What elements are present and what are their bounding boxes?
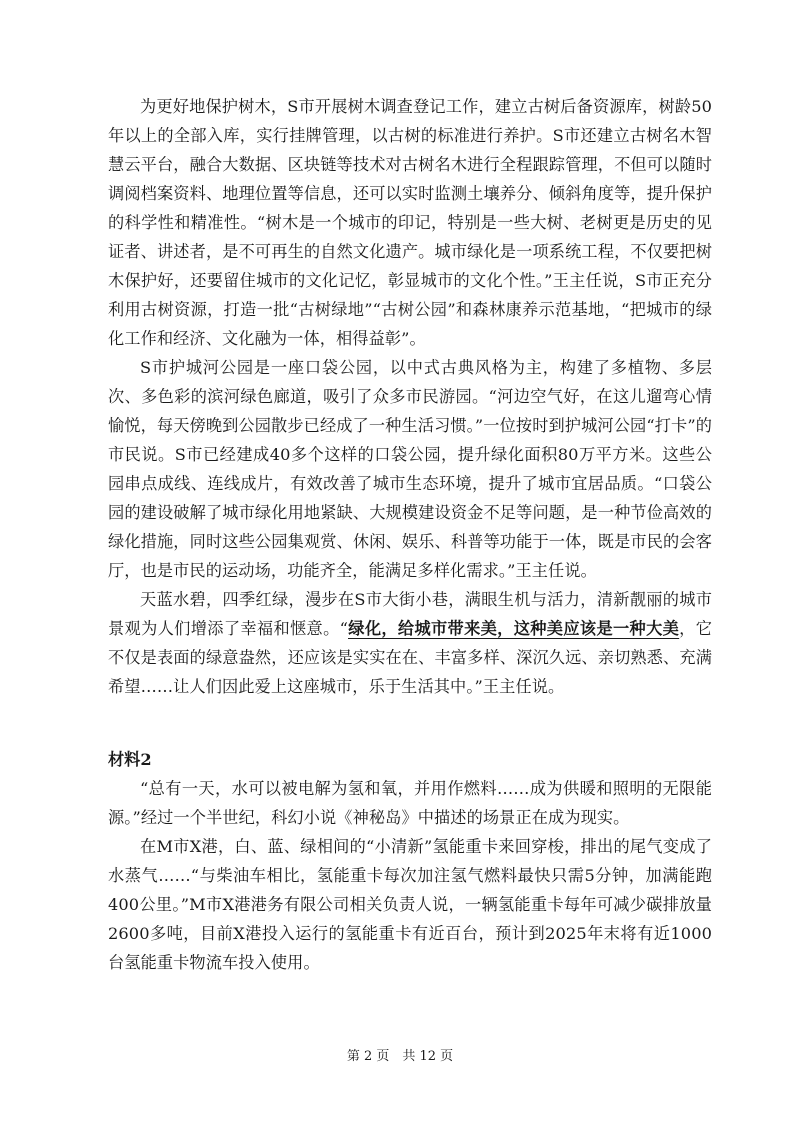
paragraph-hydrogen-trucks: 在M市X港，白、蓝、绿相间的“小清新”氢能重卡来回穿梭，排出的尾气变成了水蒸气……“与柴油车相比，氢能重卡每次加注氢气燃料最快只需5分钟，加满能跑400公里。”M市X港港务有限公司相关负责人说，一辆氢能重卡每年可减少碳排放量2600多吨，目前X港投入运行的氢能重卡有近百台，预计到2025年末将有近1000台氢能重卡物流车投入使用。 — [108, 837, 712, 972]
section-title-material-2: 材料2 — [108, 750, 152, 769]
paragraph-mysterious-island: “总有一天，水可以被电解为氢和氧，并用作燃料……成为供暖和照明的无限能源。”经过一个半世纪，科幻小说《神秘岛》中描述的场景正在成为现实。 — [108, 779, 712, 827]
paragraph-city-beauty — [108, 585, 712, 701]
document-page — [108, 92, 712, 977]
paragraph-pocket-park: S市护城河公园是一座口袋公园，以中式古典风格为主，构建了多植物、多层次、多色彩的滨河绿色廊道，吸引了众多市民游园。“河边空气好，在这儿遛弯心情愉悦，每天傍晚到公园散步已经成了一种生活习惯。”一位按时到护城河公园“打卡”的市民说。S市已经建成40多个这样的口袋公园，提升绿化面积80万平方米。这些公园串点成线、连线成片，有效改善了城市生态环境，提升了城市宜居品质。“口袋公园的建设破解了城市绿化用地紧缺、大规模建设资金不足等问题，是一种节俭高效的绿化措施，同时这些公园集观赏、休闲、娱乐、科普等功能于一体，既是市民的会客厅，也是市民的运动场，功能齐全，能满足多样化需求。”王主任说。 — [108, 358, 712, 580]
paragraph-tree-protection: 为更好地保护树木，S市开展树木调查登记工作，建立古树后备资源库，树龄50年以上的全部入库，实行挂牌管理，以古树的标准进行养护。S市还建立古树名木智慧云平台，融合大数据、区块链等技术对古树名木进行全程跟踪管理，不但可以随时调阅档案资料、地理位置等信息，还可以实时监测土壤养分、倾斜角度等，提升保护的科学性和精准性。“树木是一个城市的印记，特别是一些大树、老树更是历史的见证者、讲述者，是不可再生的自然文化遗产。城市绿化是一项系统工程，不仅要把树木保护好，还要留住城市的文化记忆，彰显城市的文化个性。”王主任说，S市正充分利用古树资源，打造一批“古树绿地”“古树公园”和森林康养示范基地，“把城市的绿化工作和经济、文化融为一体，相得益彰”。 — [108, 97, 712, 348]
paragraph-city-beauty-lead: 天蓝水碧，四季红绿，漫步在S市大街小巷，满眼生机与活力，清新靓丽的城市景观为人们增添了幸福和惬意。“ — [108, 590, 712, 638]
paragraph-city-beauty-tail: ，它不仅是表面的绿意盎然，还应该是实实在在、丰富多样、深沉久远、亲切熟悉、充满希望……让人们因此爱上这座城市，乐于生活其中。”王主任说。 — [108, 619, 713, 696]
emphasized-quote: 绿化，给城市带来美，这种美应该是一种大美 — [348, 619, 680, 638]
page-number-footer: 第 2 页 共 12 页 — [346, 1049, 454, 1064]
